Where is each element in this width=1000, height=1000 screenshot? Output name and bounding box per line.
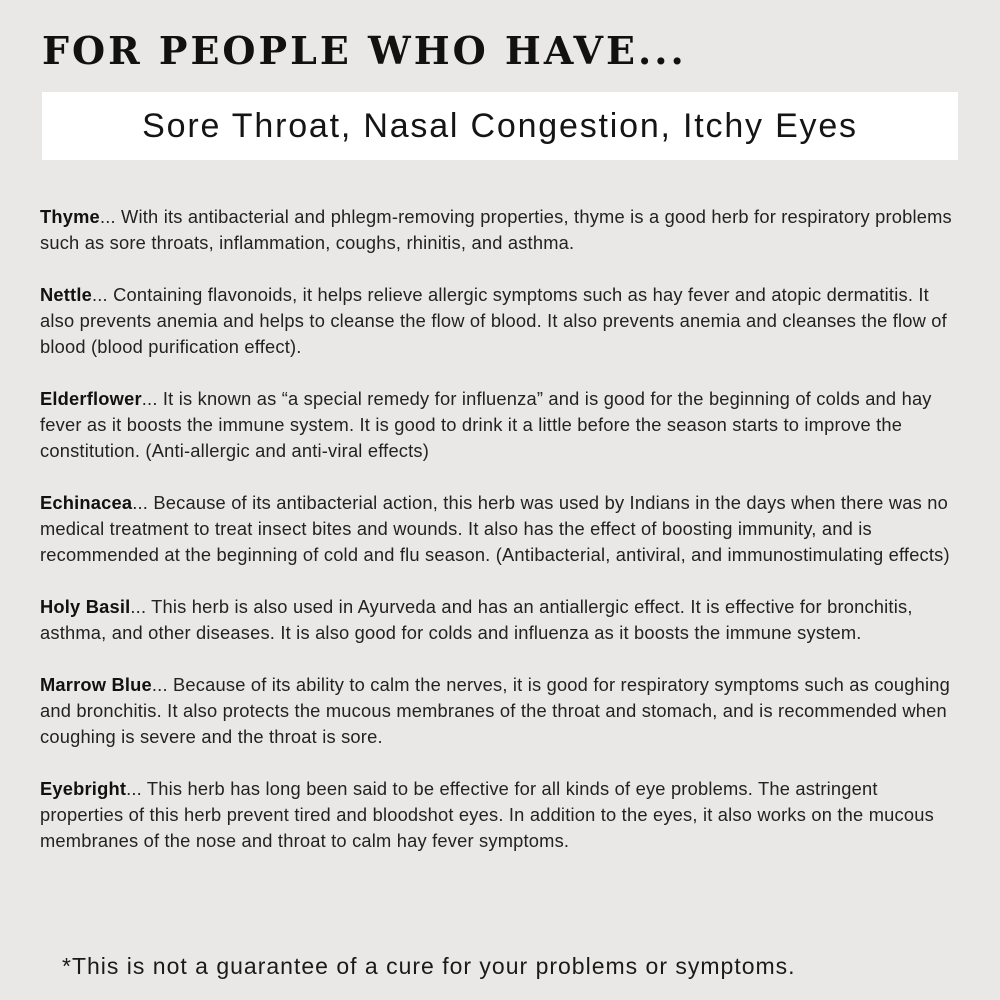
herb-name: Eyebright xyxy=(40,778,127,799)
herb-description: ... Containing flavonoids, it helps relieve allergic symptoms such as hay fever and atopic dermatitis. It also prevents anemia and helps to cleanse the flow of blood. It also prevents anemia and cleanses the flow of blood (blood purification effect). xyxy=(40,284,947,357)
herb-name: Thyme xyxy=(40,206,100,227)
herb-entry-holy-basil xyxy=(40,594,965,646)
herb-entry-thyme xyxy=(40,204,965,256)
herb-entry-elderflower xyxy=(40,386,965,464)
page-title: FOR PEOPLE WHO HAVE... xyxy=(42,28,687,73)
herb-description: ... This herb is also used in Ayurveda and has an antiallergic effect. It is effective for bronchitis, asthma, and other diseases. It is also good for colds and influenza as it boosts the immune system. xyxy=(40,596,913,643)
herb-name: Nettle xyxy=(40,284,92,305)
herb-name: Elderflower xyxy=(40,388,142,409)
herb-entry-eyebright xyxy=(40,776,965,854)
symptoms-text: Sore Throat, Nasal Congestion, Itchy Eyes xyxy=(142,106,858,145)
symptoms-banner xyxy=(42,92,958,160)
herb-entry-echinacea xyxy=(40,490,965,568)
herb-entry-nettle xyxy=(40,282,965,360)
herb-list xyxy=(40,204,965,880)
herb-entry-marrow-blue xyxy=(40,672,965,750)
herb-description: ... This herb has long been said to be effective for all kinds of eye problems. The astringent properties of this herb prevent tired and bloodshot eyes. In addition to the eyes, it also works on the mucous membranes of the nose and throat to calm hay fever symptoms. xyxy=(40,778,934,851)
herb-description: ... It is known as “a special remedy for influenza” and is good for the beginning of colds and hay fever as it boosts the immune system. It is good to drink it a little before the season starts to improve the constitution. (Anti-allergic and anti-viral effects) xyxy=(40,388,932,461)
herb-description: ... Because of its antibacterial action, this herb was used by Indians in the days when there was no medical treatment to treat insect bites and wounds. It also has the effect of boosting immunity, and is recommended at the beginning of cold and flu season. (Antibacterial, antiviral, and immunostimulating effects) xyxy=(40,492,950,565)
herb-name: Holy Basil xyxy=(40,596,131,617)
herb-description: ... Because of its ability to calm the nerves, it is good for respiratory symptoms such as coughing and bronchitis. It also protects the mucous membranes of the throat and stomach, and is recommended when coughing is severe and the throat is sore. xyxy=(40,674,951,747)
herb-description: ... With its antibacterial and phlegm-removing properties, thyme is a good herb for respiratory problems such as sore throats, inflammation, coughs, rhinitis, and asthma. xyxy=(40,206,952,253)
disclaimer: *This is not a guarantee of a cure for your problems or symptoms. xyxy=(62,953,796,979)
herb-name: Marrow Blue xyxy=(40,674,152,695)
herb-name: Echinacea xyxy=(40,492,133,513)
